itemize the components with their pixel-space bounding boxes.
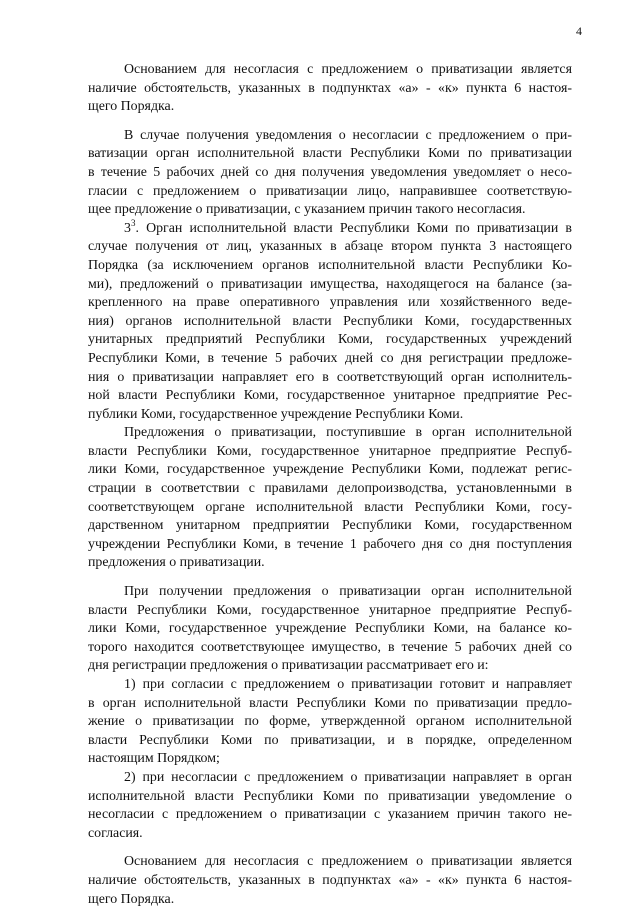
text-line: 2) при несогласии с предложением о приватизации направляет в орган [124, 769, 572, 785]
text-line: в орган исполнительной власти Республики Коми по приватизации предло- [88, 695, 572, 711]
text-line: унитарных предприятий Республики Коми, государственных учреждений [88, 332, 572, 348]
page-number: 4 [576, 24, 582, 38]
text-line: Республики Коми, в течение 5 рабочих дней со дня регистрации предложе- [88, 350, 572, 366]
text-line: Предложения о приватизации, поступившие в орган исполнительной [124, 425, 572, 441]
paragraph-registration [88, 424, 572, 573]
text-line: власти Республики Коми, государственное унитарное предприятие Респуб- [88, 443, 572, 459]
text-line: ной власти Республики Коми, государственное унитарное предприятие Рес- [88, 388, 572, 404]
text-line: ния о приватизации направляет его в соответствующий орган исполнитель- [88, 369, 572, 385]
text-line: В случае получения уведомления о несогласии с предложением о при- [124, 127, 572, 143]
list-item-1 [88, 676, 572, 769]
paragraph-consideration [88, 583, 572, 676]
text-line: щего Порядка. [88, 891, 175, 907]
clause-number-superscript: 3 [130, 217, 136, 228]
text-line: публики Коми, государственное учреждение Республики Коми. [88, 406, 464, 422]
clause-number: 3 [124, 220, 131, 236]
text-line: Основанием для несогласия с предложением о приватизации является [124, 854, 572, 870]
text-line: ния) органов исполнительной власти Республики Коми, государственных [88, 313, 572, 329]
text-line: наличие обстоятельств, указанных в подпунктах «а» - «к» пункта 6 настоя- [88, 872, 572, 888]
paragraph-clause-3-3 [88, 217, 572, 425]
text-line: учреждении Республики Коми, в течение 1 рабочего дня со дня поступления [88, 536, 572, 552]
text-line: ми), предложений о приватизации имущества, находящегося на балансе (за- [88, 276, 572, 292]
text-line: гласии с предложением о приватизации лицо, направившее соответствую- [88, 183, 572, 199]
text-line: соответствующем органе исполнительной власти Республики Коми, госу- [88, 499, 572, 515]
text-line: настоящим Порядком; [88, 751, 220, 767]
text-line: власти Республики Коми, государственное унитарное предприятие Респуб- [88, 602, 572, 618]
text-line: щее предложение о приватизации, с указанием причин такого несогласия. [88, 202, 526, 218]
text-line: Порядка (за исключением органов исполнительной власти Республики Ко- [88, 257, 572, 273]
text-line: страции в соответствии с правилами делопроизводства, установленными в [88, 481, 572, 497]
text-line: жение о приватизации по форме, утвержденной органом исполнительной [88, 714, 572, 730]
list-item-2 [88, 769, 572, 843]
paragraph-basis-2 [88, 853, 572, 909]
text-line: ватизации орган исполнительной власти Республики Коми по приватизации [88, 146, 572, 162]
paragraph-basis-1 [88, 61, 572, 117]
text-line: наличие обстоятельств, указанных в подпунктах «а» - «к» пункта 6 настоя- [88, 80, 572, 96]
text-line: в течение 5 рабочих дней со дня получения уведомления уведомляет о несо- [88, 164, 572, 180]
text-line: торого находится соответствующее имущество, в течение 5 рабочих дней со [88, 639, 572, 655]
text-line: несогласии с предложением о приватизации с указанием причин такого не- [88, 807, 572, 823]
text-line: крепленного на праве оперативного управления или хозяйственного веде- [88, 295, 572, 311]
text-line: Основанием для несогласия с предложением о приватизации является [124, 62, 572, 77]
text-line: дарственном унитарном предприятии Республики Коми, государственном [88, 518, 572, 534]
text-line: власти Республики Коми по приватизации, и в порядке, определенном [88, 732, 572, 748]
text-line: дня регистрации предложения о приватизации рассматривает его и: [88, 658, 489, 674]
text-line: лики Коми, государственное учреждение Республики Коми, подлежат регис- [88, 462, 572, 478]
text-line: При получении предложения о приватизации орган исполнительной [124, 584, 572, 600]
clause-first-line [88, 217, 572, 239]
document-body [88, 61, 572, 909]
text-line: лики Коми, государственное учреждение Республики Коми, на балансе ко- [88, 621, 572, 637]
paragraph-notification [88, 127, 572, 220]
text-line: щего Порядка. [88, 99, 175, 115]
text-line: исполнительной власти Республики Коми по приватизации уведомление о [88, 788, 572, 804]
clause-first-line-text: . Орган исполнительной власти Республики Коми по приватизации в [135, 220, 572, 236]
text-line: случае получения от лиц, указанных в абзаце втором пункта 3 настоящего [88, 239, 572, 255]
text-line: согласия. [88, 825, 143, 841]
text-line: 1) при согласии с предложением о приватизации готовит и направляет [124, 677, 572, 692]
text-line: предложения о приватизации. [88, 555, 265, 571]
